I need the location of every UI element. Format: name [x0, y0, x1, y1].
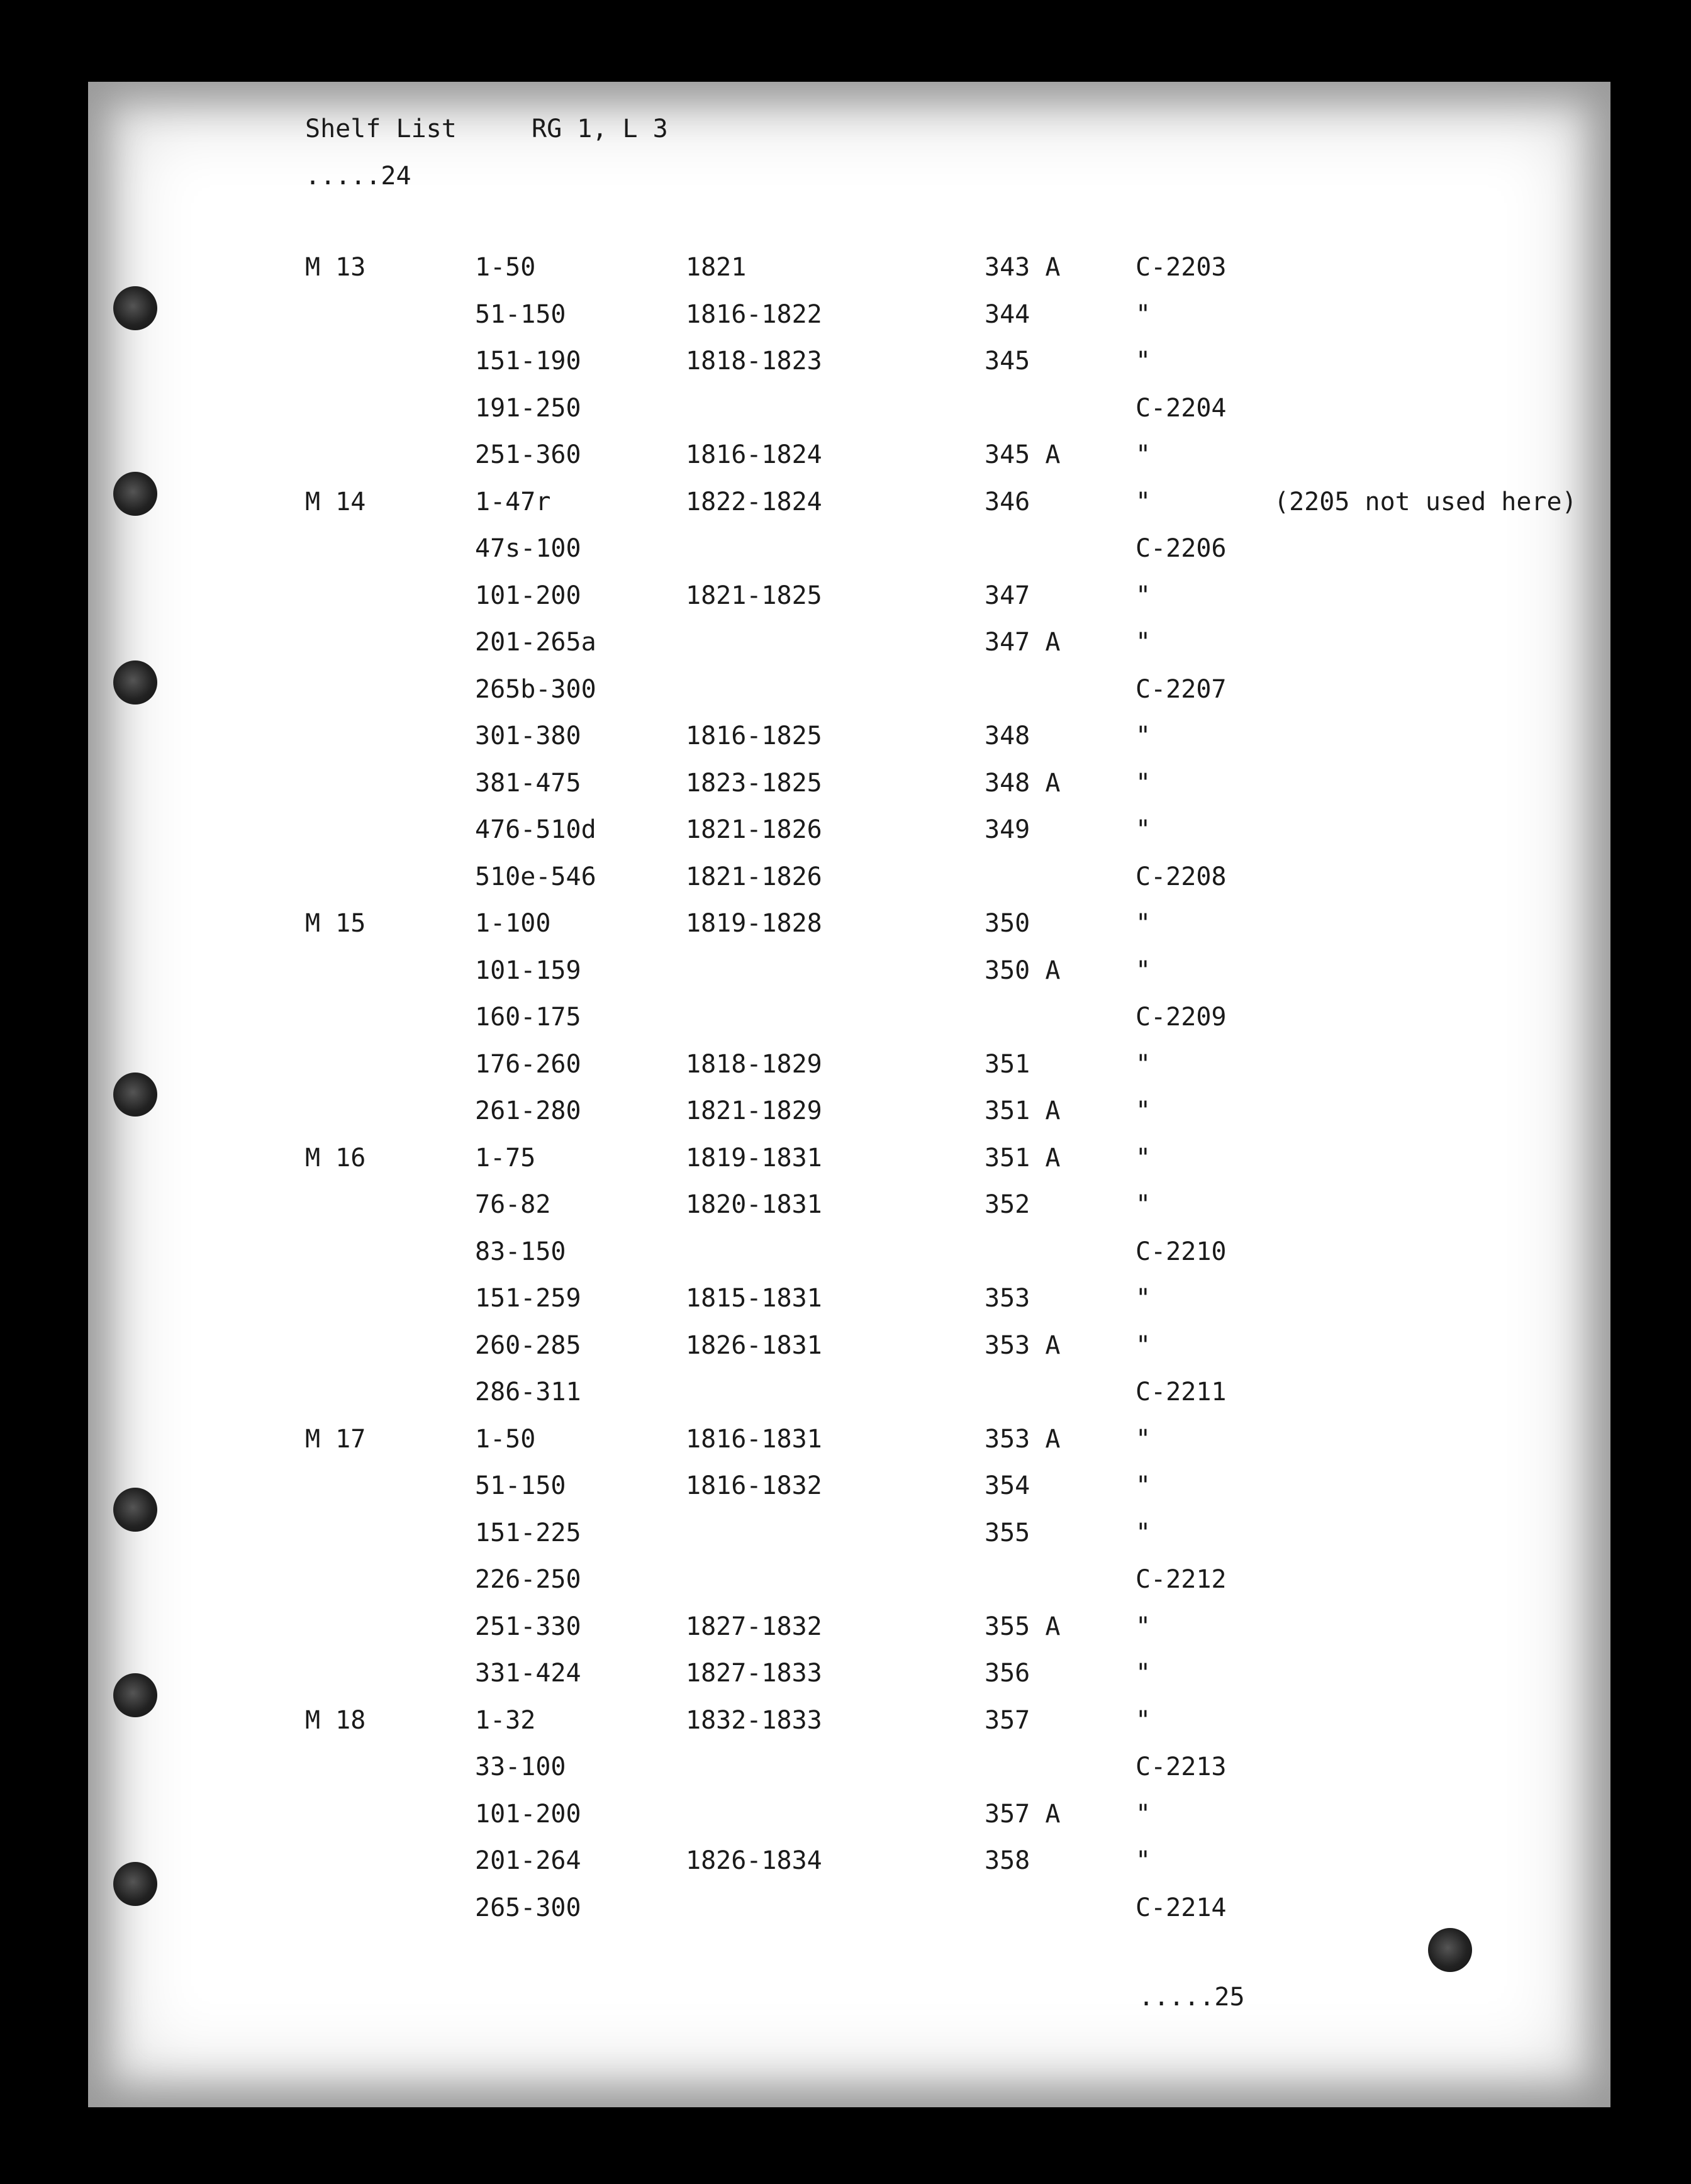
- binder-hole: [113, 1862, 157, 1906]
- item-range: 510e-546: [475, 862, 596, 891]
- item-range: 1-32: [475, 1706, 536, 1735]
- volume-number: 353: [985, 1284, 1030, 1313]
- reference-number: C-2204: [1136, 394, 1227, 423]
- volume-number: 343 A: [985, 253, 1061, 282]
- item-range: 47s-100: [475, 534, 581, 563]
- volume-number: 350 A: [985, 956, 1061, 985]
- reference-number: ": [1136, 440, 1151, 469]
- date-range: 1815-1831: [686, 1284, 822, 1313]
- item-range: 381-475: [475, 769, 581, 798]
- date-range: 1819-1828: [686, 909, 822, 938]
- date-range: 1832-1833: [686, 1706, 822, 1735]
- reference-number: C-2211: [1136, 1378, 1227, 1407]
- item-range: 33-100: [475, 1752, 566, 1781]
- item-range: 1-50: [475, 253, 536, 282]
- reference-number: ": [1136, 1425, 1151, 1454]
- item-range: 101-200: [475, 1800, 581, 1829]
- group-label: M 14: [305, 488, 366, 516]
- item-range: 151-190: [475, 347, 581, 376]
- reference-number: ": [1136, 1659, 1151, 1688]
- item-range: 1-50: [475, 1425, 536, 1454]
- date-range: 1818-1829: [686, 1050, 822, 1079]
- page-title: Shelf List: [305, 114, 457, 143]
- document-page: [88, 82, 1610, 2107]
- row-note: (2205 not used here): [1274, 488, 1577, 516]
- volume-number: 350: [985, 909, 1030, 938]
- item-range: 476-510d: [475, 815, 596, 844]
- volume-number: 348 A: [985, 769, 1061, 798]
- date-range: 1820-1831: [686, 1190, 822, 1219]
- item-range: 265-300: [475, 1893, 581, 1922]
- item-range: 83-150: [475, 1237, 566, 1266]
- date-range: 1827-1833: [686, 1659, 822, 1688]
- reference-number: C-2208: [1136, 862, 1227, 891]
- reference-number: ": [1136, 581, 1151, 610]
- reference-number: C-2214: [1136, 1893, 1227, 1922]
- volume-number: 347 A: [985, 628, 1061, 657]
- item-range: 160-175: [475, 1003, 581, 1032]
- reference-number: ": [1136, 488, 1151, 516]
- item-range: 151-225: [475, 1518, 581, 1547]
- volume-number: 351 A: [985, 1096, 1061, 1125]
- item-range: 1-75: [475, 1144, 536, 1173]
- reference-number: ": [1136, 1612, 1151, 1641]
- item-range: 1-47r: [475, 488, 551, 516]
- binder-hole: [1428, 1928, 1472, 1972]
- page-marker: .....24: [305, 162, 411, 191]
- item-range: 265b-300: [475, 675, 596, 704]
- date-range: 1822-1824: [686, 488, 822, 516]
- reference-number: ": [1136, 1284, 1151, 1313]
- reference-number: ": [1136, 628, 1151, 657]
- binder-hole: [113, 1072, 157, 1117]
- reference-number: C-2207: [1136, 675, 1227, 704]
- item-range: 191-250: [475, 394, 581, 423]
- reference-number: ": [1136, 1846, 1151, 1875]
- reference-number: ": [1136, 722, 1151, 750]
- item-range: 251-360: [475, 440, 581, 469]
- reference-number: ": [1136, 909, 1151, 938]
- date-range: 1818-1823: [686, 347, 822, 376]
- item-range: 1-100: [475, 909, 551, 938]
- reference-number: ": [1136, 347, 1151, 376]
- group-label: M 17: [305, 1425, 366, 1454]
- date-range: 1821-1829: [686, 1096, 822, 1125]
- group-label: M 16: [305, 1144, 366, 1173]
- reference-number: C-2203: [1136, 253, 1227, 282]
- reference-number: ": [1136, 769, 1151, 798]
- group-label: M 13: [305, 253, 366, 282]
- binder-hole: [113, 1488, 157, 1532]
- volume-number: 349: [985, 815, 1030, 844]
- reference-number: ": [1136, 1144, 1151, 1173]
- date-range: 1819-1831: [686, 1144, 822, 1173]
- date-range: 1827-1832: [686, 1612, 822, 1641]
- reference-number: ": [1136, 1331, 1151, 1360]
- volume-number: 355 A: [985, 1612, 1061, 1641]
- date-range: 1826-1834: [686, 1846, 822, 1875]
- reference-number: ": [1136, 1096, 1151, 1125]
- volume-number: 345: [985, 347, 1030, 376]
- volume-number: 347: [985, 581, 1030, 610]
- reference-number: C-2212: [1136, 1565, 1227, 1594]
- reference-number: ": [1136, 1190, 1151, 1219]
- volume-number: 351 A: [985, 1144, 1061, 1173]
- item-range: 76-82: [475, 1190, 551, 1219]
- volume-number: 348: [985, 722, 1030, 750]
- group-label: M 15: [305, 909, 366, 938]
- item-range: 151-259: [475, 1284, 581, 1313]
- date-range: 1816-1832: [686, 1471, 822, 1500]
- date-range: 1816-1831: [686, 1425, 822, 1454]
- item-range: 51-150: [475, 1471, 566, 1500]
- reference-number: ": [1136, 1800, 1151, 1829]
- date-range: 1816-1824: [686, 440, 822, 469]
- item-range: 301-380: [475, 722, 581, 750]
- record-group-label: RG 1, L 3: [532, 114, 668, 143]
- volume-number: 354: [985, 1471, 1030, 1500]
- item-range: 176-260: [475, 1050, 581, 1079]
- volume-number: 351: [985, 1050, 1030, 1079]
- item-range: 260-285: [475, 1331, 581, 1360]
- item-range: 201-264: [475, 1846, 581, 1875]
- reference-number: C-2213: [1136, 1752, 1227, 1781]
- date-range: 1821-1826: [686, 862, 822, 891]
- next-page-marker: .....25: [1139, 1983, 1245, 2012]
- volume-number: 352: [985, 1190, 1030, 1219]
- volume-number: 355: [985, 1518, 1030, 1547]
- reference-number: ": [1136, 815, 1151, 844]
- item-range: 201-265a: [475, 628, 596, 657]
- reference-number: ": [1136, 956, 1151, 985]
- volume-number: 358: [985, 1846, 1030, 1875]
- reference-number: C-2210: [1136, 1237, 1227, 1266]
- date-range: 1821: [686, 253, 747, 282]
- binder-hole: [113, 660, 157, 705]
- volume-number: 353 A: [985, 1425, 1061, 1454]
- volume-number: 356: [985, 1659, 1030, 1688]
- item-range: 226-250: [475, 1565, 581, 1594]
- binder-hole: [113, 472, 157, 516]
- volume-number: 357: [985, 1706, 1030, 1735]
- date-range: 1823-1825: [686, 769, 822, 798]
- item-range: 286-311: [475, 1378, 581, 1407]
- item-range: 51-150: [475, 300, 566, 329]
- volume-number: 357 A: [985, 1800, 1061, 1829]
- item-range: 101-159: [475, 956, 581, 985]
- reference-number: ": [1136, 1706, 1151, 1735]
- item-range: 261-280: [475, 1096, 581, 1125]
- reference-number: C-2206: [1136, 534, 1227, 563]
- item-range: 251-330: [475, 1612, 581, 1641]
- group-label: M 18: [305, 1706, 366, 1735]
- date-range: 1826-1831: [686, 1331, 822, 1360]
- date-range: 1821-1825: [686, 581, 822, 610]
- volume-number: 345 A: [985, 440, 1061, 469]
- reference-number: C-2209: [1136, 1003, 1227, 1032]
- binder-hole: [113, 1673, 157, 1717]
- date-range: 1816-1822: [686, 300, 822, 329]
- volume-number: 346: [985, 488, 1030, 516]
- item-range: 101-200: [475, 581, 581, 610]
- reference-number: ": [1136, 1471, 1151, 1500]
- volume-number: 344: [985, 300, 1030, 329]
- binder-hole: [113, 286, 157, 330]
- item-range: 331-424: [475, 1659, 581, 1688]
- date-range: 1821-1826: [686, 815, 822, 844]
- reference-number: ": [1136, 1518, 1151, 1547]
- reference-number: ": [1136, 1050, 1151, 1079]
- volume-number: 353 A: [985, 1331, 1061, 1360]
- date-range: 1816-1825: [686, 722, 822, 750]
- reference-number: ": [1136, 300, 1151, 329]
